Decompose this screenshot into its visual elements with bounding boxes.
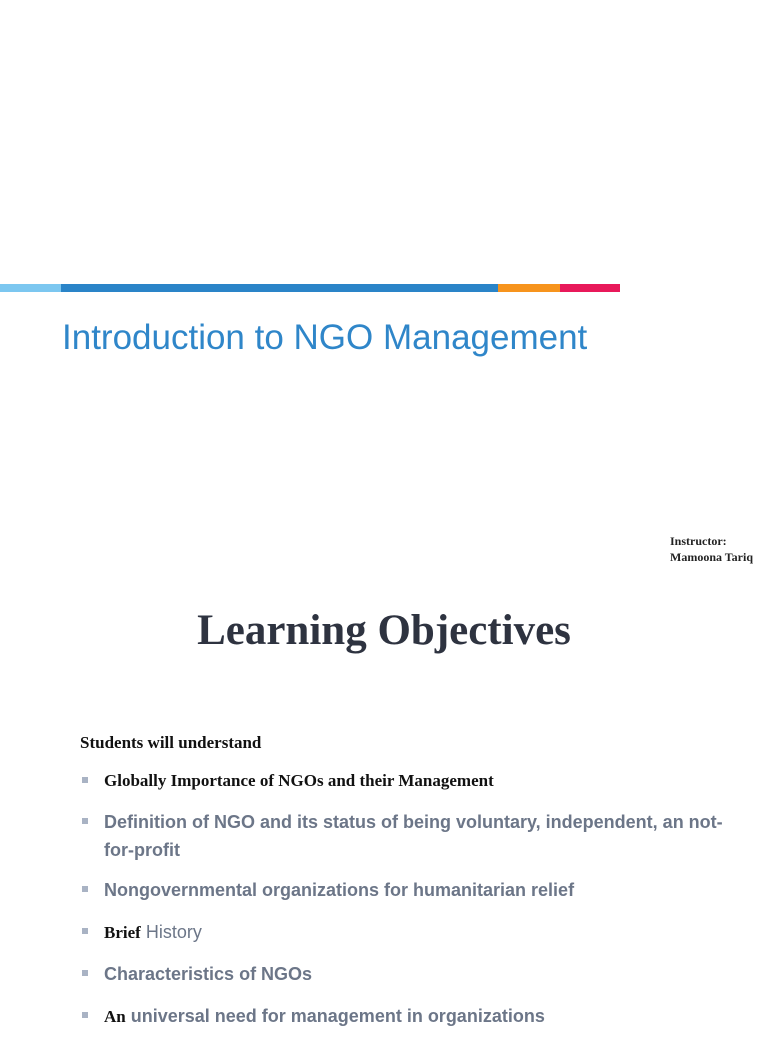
instructor-block bbox=[670, 533, 753, 565]
objective-text: Definition of NGO and its status of being voluntary, independent, an not-for-profit bbox=[104, 812, 723, 860]
accent-segment-light-blue bbox=[0, 284, 61, 292]
objective-text: universal need for management in organizations bbox=[125, 1006, 545, 1026]
list-item bbox=[80, 961, 740, 989]
accent-segment-pink bbox=[560, 284, 620, 292]
list-item bbox=[80, 1003, 740, 1031]
accent-segment-blue bbox=[61, 284, 498, 292]
objective-text: Nongovernmental organizations for humanitarian relief bbox=[104, 880, 575, 900]
accent-segment-orange bbox=[498, 284, 560, 292]
objective-text: Characteristics of NGOs bbox=[104, 964, 313, 984]
section-heading: Learning Objectives bbox=[197, 607, 571, 654]
square-bullet-icon bbox=[82, 928, 88, 934]
presentation-title: Introduction to NGO Management bbox=[62, 318, 588, 357]
square-bullet-icon bbox=[82, 970, 88, 976]
square-bullet-icon bbox=[82, 886, 88, 892]
list-item bbox=[80, 919, 740, 947]
square-bullet-icon bbox=[82, 777, 88, 783]
intro-text: Students will understand bbox=[80, 733, 262, 752]
objective-text: History bbox=[140, 922, 202, 942]
instructor-label: Instructor: bbox=[670, 534, 727, 548]
objective-prefix: Globally Importance of NGOs and their Management bbox=[104, 771, 494, 790]
list-item bbox=[80, 877, 740, 905]
square-bullet-icon bbox=[82, 818, 88, 824]
list-item bbox=[80, 768, 740, 795]
list-item bbox=[80, 809, 740, 865]
accent-bar bbox=[0, 284, 620, 292]
square-bullet-icon bbox=[82, 1012, 88, 1018]
objective-prefix: An bbox=[104, 1007, 126, 1026]
objective-prefix: Brief bbox=[104, 923, 141, 942]
instructor-name: Mamoona Tariq bbox=[670, 550, 754, 564]
objectives-list bbox=[80, 768, 740, 1045]
